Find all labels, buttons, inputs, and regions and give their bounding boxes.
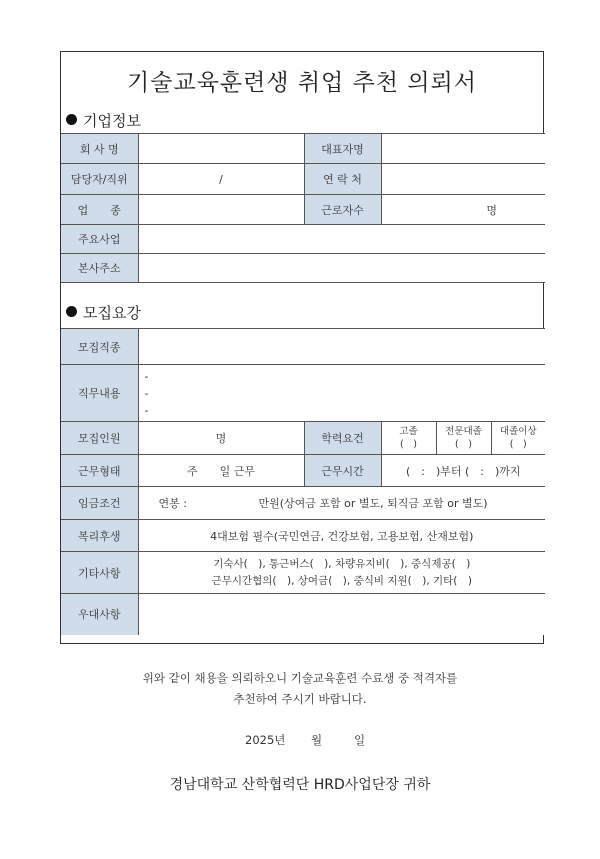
label-preference: 우대사항 bbox=[61, 594, 138, 635]
headcount-field[interactable] bbox=[138, 422, 304, 455]
signature-line: 경남대학교 산학협력단 HRD사업단장 귀하 bbox=[169, 777, 431, 793]
worktime-field[interactable]: ( : )부터 ( : )까지 bbox=[381, 455, 545, 487]
form-frame bbox=[60, 51, 544, 644]
section-recruitment bbox=[66, 302, 141, 323]
company-info-table bbox=[61, 133, 545, 283]
label-salary: 임금조건 bbox=[61, 487, 138, 520]
label-industry: 업 종 bbox=[61, 195, 138, 225]
label-duty: 직무내용 bbox=[61, 365, 138, 422]
label-contact: 연 락 처 bbox=[304, 164, 381, 195]
label-company-name: 회 사 명 bbox=[61, 134, 138, 164]
headcount-unit: 명 bbox=[215, 432, 227, 445]
duty-field[interactable] bbox=[138, 365, 545, 422]
duty-line: - bbox=[144, 386, 149, 400]
edu-option-box: ( ) bbox=[509, 439, 527, 450]
label-education: 학력요건 bbox=[304, 422, 381, 455]
duty-line: - bbox=[144, 369, 149, 383]
edu-option-name: 대졸이상 bbox=[499, 426, 537, 437]
duty-line: - bbox=[144, 403, 149, 417]
label-ceo-name: 대표자명 bbox=[304, 134, 381, 164]
manager-separator: / bbox=[219, 172, 223, 186]
section-heading: 기업정보 bbox=[83, 112, 141, 130]
employees-unit: 명 bbox=[486, 203, 497, 217]
label-headcount: 모집인원 bbox=[61, 422, 138, 455]
label-business: 주요사업 bbox=[61, 225, 138, 254]
date-year: 2025년 bbox=[245, 733, 286, 747]
form-title: 기술교육훈련생 취업 추천 의뢰서 bbox=[127, 70, 477, 96]
label-worktime: 근무시간 bbox=[304, 455, 381, 487]
label-address: 본사주소 bbox=[61, 254, 138, 283]
bullet-icon bbox=[66, 306, 77, 317]
industry-field[interactable] bbox=[138, 195, 304, 225]
edu-option-highschool[interactable] bbox=[381, 422, 436, 455]
date-month: 월 bbox=[311, 733, 323, 747]
etc-line: 기숙사( ), 통근버스( ), 차량유지비( ), 중식제공( ) bbox=[213, 557, 471, 570]
job-field[interactable] bbox=[138, 329, 545, 365]
edu-option-box: ( ) bbox=[455, 439, 472, 450]
etc-field[interactable] bbox=[138, 552, 545, 594]
salary-prefix: 연봉 : bbox=[158, 497, 187, 510]
preference-field[interactable] bbox=[138, 594, 545, 635]
section-heading: 모집요강 bbox=[83, 304, 141, 322]
worktype-field[interactable]: 주 일 근무 bbox=[138, 455, 304, 487]
ceo-name-field[interactable] bbox=[381, 134, 545, 164]
label-job: 모집직종 bbox=[61, 329, 138, 365]
edu-option-college[interactable] bbox=[436, 422, 491, 455]
company-name-field[interactable] bbox=[138, 134, 304, 164]
manager-field[interactable] bbox=[138, 164, 304, 195]
contact-field[interactable] bbox=[381, 164, 545, 195]
salary-field[interactable] bbox=[138, 487, 545, 520]
label-employees: 근로자수 bbox=[304, 195, 381, 225]
edu-option-name: 고졸 bbox=[399, 426, 418, 437]
label-welfare: 복리후생 bbox=[61, 520, 138, 552]
recruitment-table bbox=[61, 328, 545, 635]
request-line: 추천하여 주시기 바랍니다. bbox=[233, 692, 367, 706]
date-day: 일 bbox=[354, 733, 366, 747]
label-etc: 기타사항 bbox=[61, 552, 138, 594]
edu-option-box: ( ) bbox=[400, 439, 417, 450]
request-text bbox=[0, 668, 600, 710]
label-worktype: 근무형태 bbox=[61, 455, 138, 487]
request-line: 위와 같이 채용을 의뢰하오니 기술교육훈련 수료생 중 적격자를 bbox=[142, 671, 458, 685]
address-field[interactable] bbox=[138, 254, 545, 283]
section-company-info bbox=[66, 110, 141, 131]
edu-option-university[interactable] bbox=[491, 422, 545, 455]
bullet-icon bbox=[66, 114, 77, 125]
business-field[interactable] bbox=[138, 225, 545, 254]
etc-line: 근무시간협의( ), 상여금( ), 중식비 지원( ), 기타( ) bbox=[211, 574, 472, 587]
welfare-field[interactable]: 4대보험 필수(국민연금, 건강보험, 고용보험, 산재보험) bbox=[138, 520, 545, 552]
label-manager: 담당자/직위 bbox=[61, 164, 138, 195]
edu-option-name: 전문대졸 bbox=[445, 426, 482, 437]
salary-value: 만원(상여금 포함 or 별도, 퇴직금 포함 or 별도) bbox=[258, 497, 488, 510]
employees-field[interactable] bbox=[381, 195, 545, 225]
